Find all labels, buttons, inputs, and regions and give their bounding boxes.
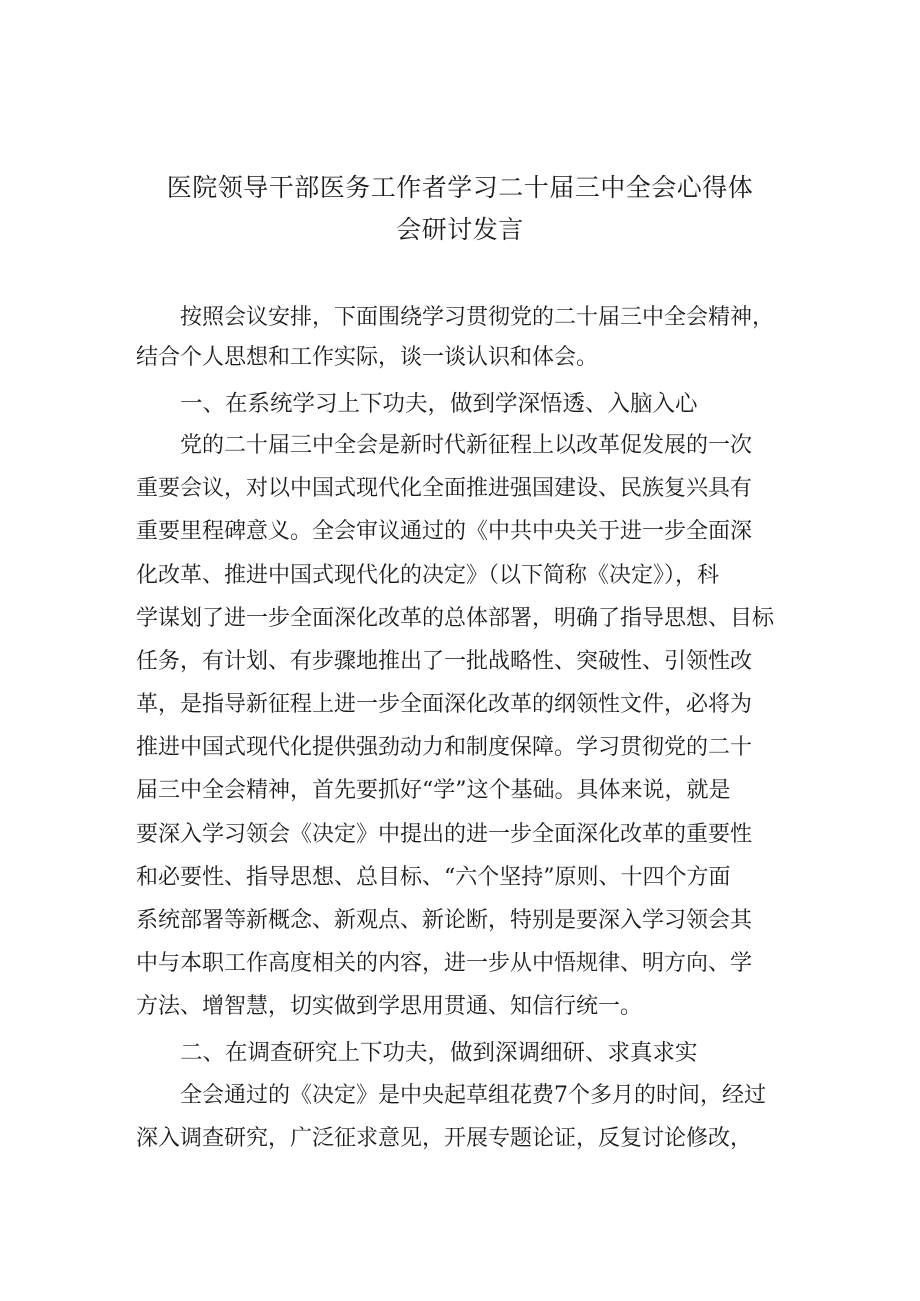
paragraph-line: 任务，有计划、有步骤地推出了一批战略性、突破性、引领性改 <box>136 649 753 674</box>
intro-line: 按照会议安排，下面围绕学习贯彻党的二十届三中全会精神， <box>180 305 775 330</box>
paragraph-line: 化改革、推进中国式现代化的决定》（以下简称《决定》），科 <box>136 563 720 588</box>
intro-line: 结合个人思想和工作实际，谈一谈认识和体会。 <box>136 345 599 370</box>
paragraph-line: 系统部署等新概念、新观点、新论断，特别是要深入学习领会其 <box>136 908 753 933</box>
paragraph-line: 重要里程碑意义。全会审议通过的《中共中央关于进一步全面深 <box>136 519 753 544</box>
paragraph-line: 革，是指导新征程上进一步全面深化改革的纲领性文件，必将为 <box>136 692 753 717</box>
paragraph-line: 推进中国式现代化提供强劲动力和制度保障。学习贯彻党的二十 <box>136 735 753 760</box>
paragraph-line: 深入调查研究，广泛征求意见，开展专题论证，反复讨论修改， <box>136 1126 753 1151</box>
paragraph-line: 全会通过的《决定》是中央起草组花费7个多月的时间，经过 <box>180 1083 766 1108</box>
paragraph-line: 学谋划了进一步全面深化改革的总体部署，明确了指导思想、目标 <box>136 606 775 631</box>
document-title-line-1: 医院领导干部医务工作者学习二十届三中全会心得体 <box>166 173 754 202</box>
paragraph-line: 方法、增智慧，切实做到学思用贯通、知信行统一。 <box>136 994 643 1019</box>
paragraph-line: 重要会议，对以中国式现代化全面推进强国建设、民族复兴具有 <box>136 476 753 501</box>
document-title-line-2: 会研讨发言 <box>396 215 524 244</box>
paragraph-line: 和必要性、指导思想、总目标、“六个坚持”原则、十四个方面 <box>136 865 731 890</box>
paragraph-line: 要深入学习领会《决定》中提出的进一步全面深化改革的重要性 <box>136 822 753 847</box>
section-2-heading: 二、在调查研究上下功夫，做到深调细研、求真求实 <box>180 1040 698 1066</box>
section-1-heading: 一、在系统学习上下功夫，做到学深悟透、入脑入心 <box>180 391 698 417</box>
paragraph-line: 党的二十届三中全会是新时代新征程上以改革促发展的一次 <box>180 433 753 458</box>
paragraph-line: 届三中全会精神，首先要抓好“学”这个基础。具体来说，就是 <box>136 778 731 803</box>
paragraph-line: 中与本职工作高度相关的内容，进一步从中悟规律、明方向、学 <box>136 951 753 976</box>
